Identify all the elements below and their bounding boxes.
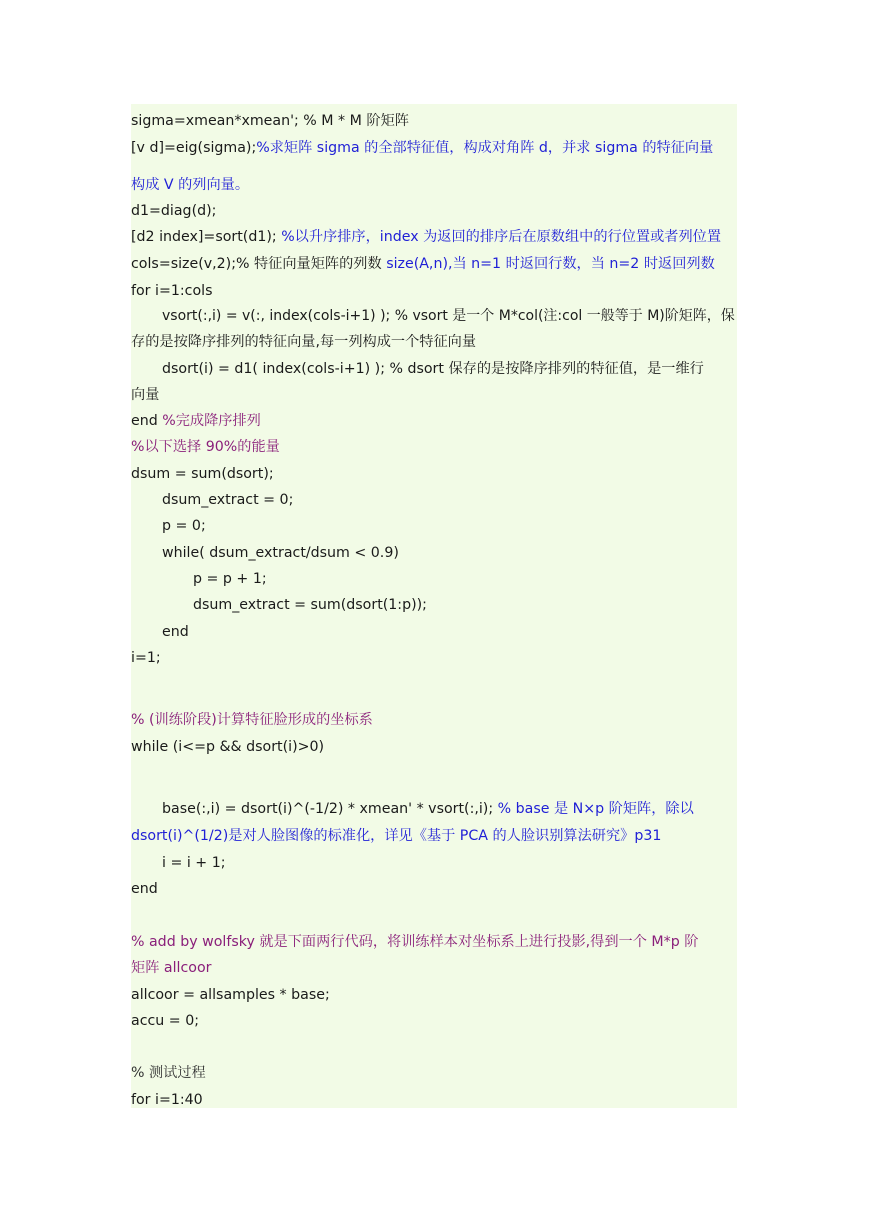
code-line-p-inc [131,570,737,588]
code-line-diag [131,202,737,220]
code-line-dsort-cont [131,386,737,404]
code-text: vsort(:,i) = v(:, index(cols-i+1) ); % vsort 是一个 M*col(注:col 一般等于 M)阶矩阵，保 [162,308,735,324]
code-line-vsort-cont [131,333,737,351]
code-line-allcoor [131,986,737,1004]
code-text: for i=1:cols [131,283,213,299]
code-panel [131,104,737,1108]
comment-text: %求矩阵 sigma 的全部特征值，构成对角阵 d，并求 sigma 的特征向量 [256,140,714,156]
comment-text: % add by wolfsky 就是下面两行代码，将训练样本对坐标系上进行投影,得到一个 M*p 阶 [131,934,699,950]
comment-line-wolfsky [131,933,737,951]
code-line-i-init [131,649,737,667]
code-text: accu = 0; [131,1013,200,1029]
comment-line-training [131,711,737,729]
code-line-accu [131,1012,737,1030]
code-text: 存的是按降序排列的特征向量,每一列构成一个特征向量 [131,334,477,350]
code-text: allcoor = allsamples * base; [131,987,330,1003]
code-text: dsum = sum(dsort); [131,466,274,482]
code-line-end-base [131,880,737,898]
code-text: for i=1:40 [131,1092,203,1108]
code-line-sort [131,228,737,246]
code-line-dsum [131,465,737,483]
code-text: while( dsum_extract/dsum < 0.9) [162,545,399,561]
code-line-sigma [131,112,737,130]
code-line-vsort [131,307,737,325]
code-line-p-init [131,517,737,535]
code-line-for [131,282,737,300]
code-line-dsort [131,360,737,378]
code-text: sigma=xmean*xmean'; % M * M 阶矩阵 [131,113,409,129]
code-line-while-base [131,738,737,756]
comment-line-energy [131,438,737,456]
code-line-dsum-update [131,596,737,614]
code-text: [v d]=eig(sigma); [131,140,257,156]
code-text: end [131,413,163,429]
code-line-base [131,800,737,818]
comment-text: % 测试过程 [131,1065,206,1081]
code-line-i-inc [131,854,737,872]
code-text: base(:,i) = dsort(i)^(-1/2) * xmean' * vsort(:,i); [162,801,498,817]
comment-text: %以升序排序，index 为返回的排序后在原数组中的行位置或者列位置 [281,229,722,245]
code-text: 向量 [131,387,160,403]
code-line-for-test [131,1091,737,1109]
code-line-cols [131,255,737,273]
comment-line-wolfsky-cont [131,959,737,977]
code-text: end [131,881,158,897]
code-line-end-while [131,623,737,641]
comment-text: %完成降序排列 [162,413,261,429]
code-line-eig [131,139,737,157]
comment-text: size(A,n),当 n=1 时返回行数，当 n=2 时返回列数 [386,256,715,272]
code-line-dsum-extract [131,491,737,509]
code-text: p = 0; [162,518,206,534]
code-text: while (i<=p && dsort(i)>0) [131,739,325,755]
code-line-while-energy [131,544,737,562]
comment-line-base-cont [131,827,737,845]
code-text: dsum_extract = sum(dsort(1:p)); [193,597,427,613]
code-text: end [162,624,189,640]
code-line-end-sort [131,412,737,430]
code-text: dsort(i) = d1( index(cols-i+1) ); % dsort 保存的是按降序排列的特征值，是一维行 [162,361,704,377]
comment-text: % base 是 N×p 阶矩阵，除以 [497,801,694,817]
comment-text: 构成 V 的列向量。 [131,177,250,193]
comment-text: dsort(i)^(1/2)是对人脸图像的标准化，详见《基于 PCA 的人脸识别算法研究》p31 [131,828,662,844]
comment-line-test [131,1064,737,1082]
code-text: cols=size(v,2);% 特征向量矩阵的列数 [131,256,387,272]
code-text: p = p + 1; [193,571,267,587]
code-text: [d2 index]=sort(d1); [131,229,282,245]
code-text: d1=diag(d); [131,203,217,219]
comment-text: % (训练阶段)计算特征脸形成的坐标系 [131,712,373,728]
code-text: i=1; [131,650,161,666]
code-text: i = i + 1; [162,855,226,871]
code-text: dsum_extract = 0; [162,492,294,508]
comment-text: 矩阵 allcoor [131,960,212,976]
comment-text: %以下选择 90%的能量 [131,439,280,455]
comment-line-eig-cont [131,176,737,194]
